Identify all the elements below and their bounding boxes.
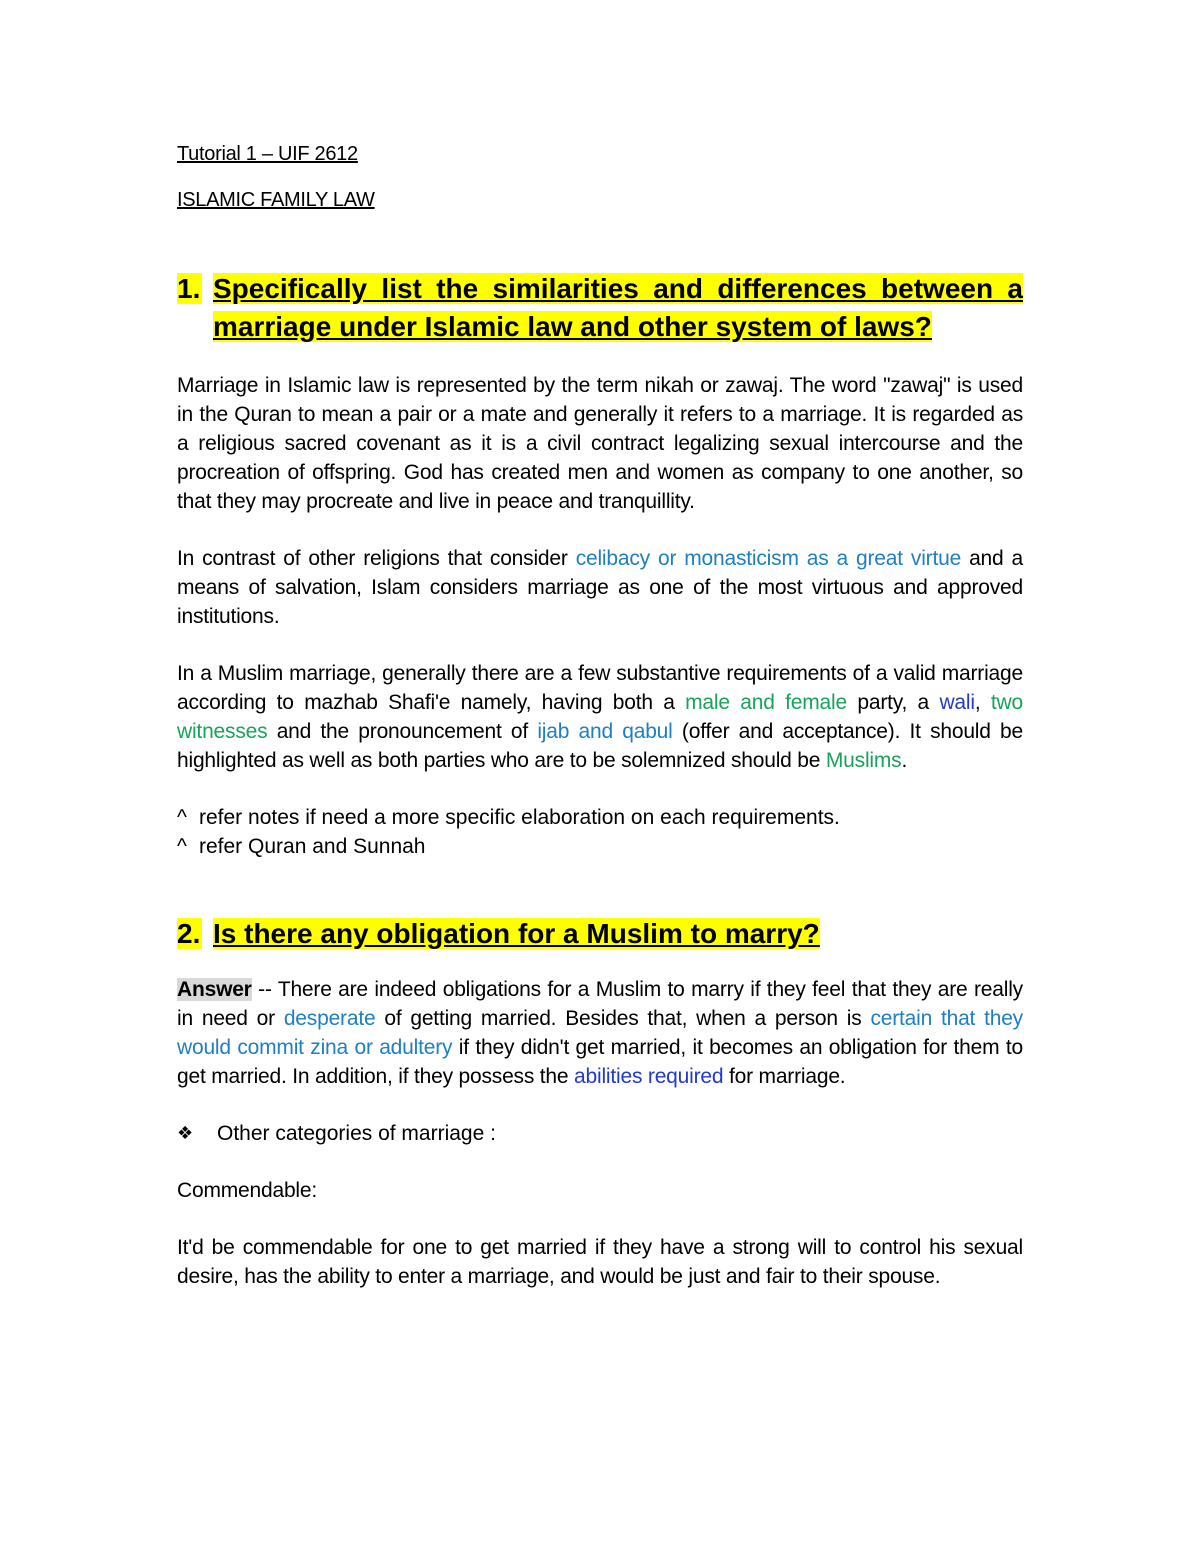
bullet-item: ❖ Other categories of marriage : xyxy=(177,1119,1023,1148)
highlight-ijab-qabul: ijab and qabul xyxy=(537,720,673,743)
course-title: ISLAMIC FAMILY LAW xyxy=(177,189,375,211)
notes-list xyxy=(177,803,1023,861)
question-2-text: Is there any obligation for a Muslim to marry? xyxy=(213,918,820,949)
note-item: ^ refer Quran and Sunnah xyxy=(177,835,426,858)
question-1-text: Specifically list the similarities and differences between a marriage under Islamic law and other system of laws? xyxy=(213,273,1023,342)
highlight-zina: certain that they would commit zina or adultery xyxy=(177,1007,1023,1059)
commendable-heading: Commendable: xyxy=(177,1179,318,1202)
highlight-witnesses: two witnesses xyxy=(177,691,1023,743)
question-1 xyxy=(177,270,1023,346)
paragraph-requirements: In a Muslim marriage, generally there are a few substantive requirements of a valid marriage according to mazhab Shafi'e namely, having both a male and female party, a wali, two witnesses and the pronouncement of ijab and qabul (offer and acceptance). It should be highlighted as well as both parties who are to be solemnized should be Muslims. xyxy=(177,662,1023,772)
highlight-abilities: abilities required xyxy=(574,1065,724,1088)
highlight-celibacy: celibacy or monasticism as a great virtue xyxy=(575,547,962,570)
paragraph-commendable: It'd be commendable for one to get married if they have a strong will to control his sexual desire, has the ability to enter a marriage, and would be just and fair to their spouse. xyxy=(177,1236,1023,1288)
question-2 xyxy=(177,915,1023,953)
diamond-bullet-icon: ❖ xyxy=(177,1123,194,1143)
paragraph-answer: Answer -- There are indeed obligations for a Muslim to marry if they feel that they are really in need or desperate of getting married. Besides that, when a person is certain that they would commit zina or adultery if they didn't get married, it becomes an obligation for them to get married. In addition, if they possess the abilities required for marriage. xyxy=(177,978,1023,1088)
highlight-desperate: desperate xyxy=(283,1007,376,1030)
highlight-male-female: male and female xyxy=(685,691,847,714)
question-2-number: 2. xyxy=(177,918,201,949)
highlight-wali: wali xyxy=(939,691,975,714)
paragraph-contrast: In contrast of other religions that consider celibacy or monasticism as a great virtue and a means of salvation, Islam considers marriage as one of the most virtuous and approved institutions. xyxy=(177,547,1024,628)
highlight-muslims: Muslims xyxy=(825,749,902,772)
paragraph-marriage-definition: Marriage in Islamic law is represented by the term nikah or zawaj. The word "zawaj" is used in the Quran to mean a pair or a mate and generally it refers to a marriage. It is regarded as a religious sacred covenant as it is a civil contract legalizing sexual intercourse and the procreation of offspring. God has created men and women as company to one another, so that they may procreate and live in peace and tranquillity. xyxy=(177,374,1023,513)
note-item: ^ refer notes if need a more specific elaboration on each requirements. xyxy=(177,806,840,829)
question-1-number: 1. xyxy=(177,273,201,304)
answer-label: Answer xyxy=(177,978,252,1001)
tutorial-title: Tutorial 1 – UIF 2612 xyxy=(177,143,358,165)
